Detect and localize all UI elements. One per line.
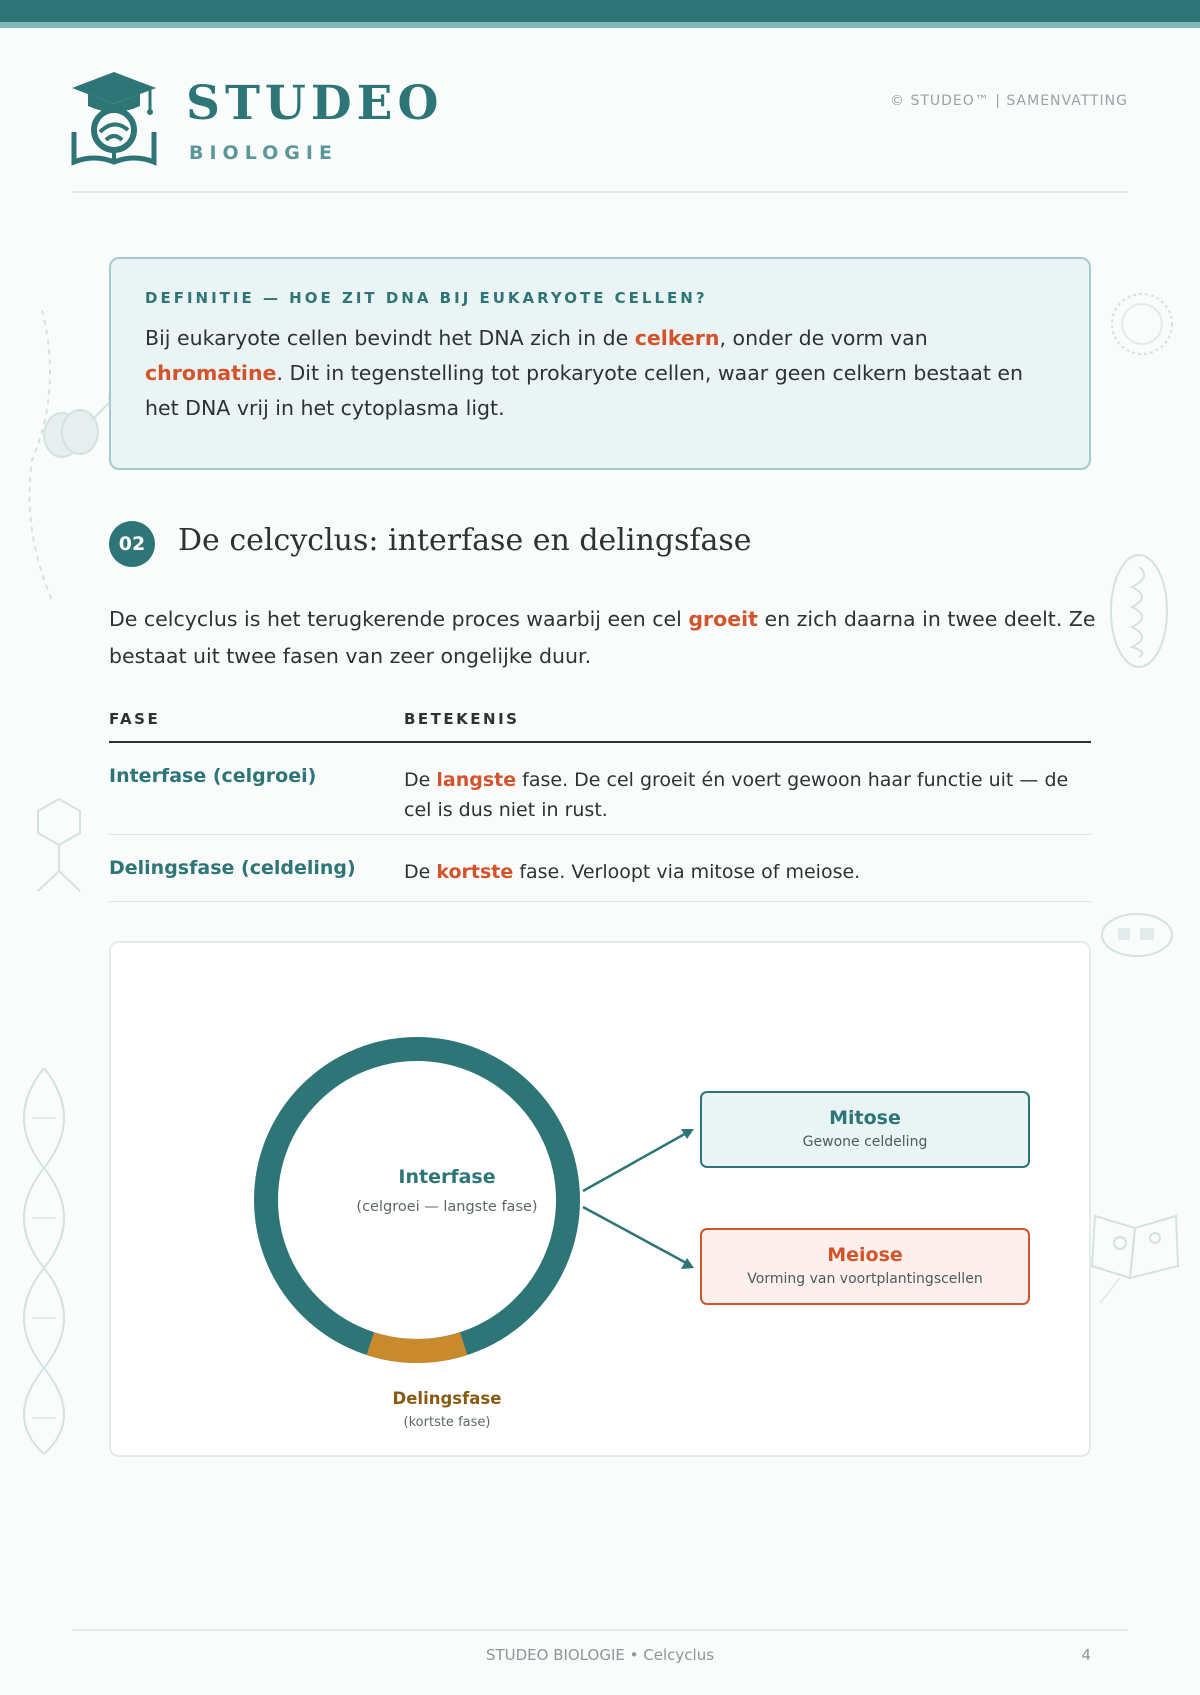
meaning-text-part: fase. De cel groeit én voert gewoon haar functie uit — de cel is dus niet in rust. <box>404 769 1069 821</box>
definition-title: DEFINITIE — HOE ZIT DNA BIJ EUKARYOTE CELLEN? <box>145 289 708 307</box>
brand-name: STUDEO <box>186 76 444 131</box>
meiose-box <box>700 1228 1030 1305</box>
arrow-to-mitose <box>583 1131 690 1191</box>
delingsfase-sublabel: (kortste fase) <box>403 1415 491 1430</box>
definition-text <box>145 321 1055 426</box>
definition-text-part: Bij eukaryote cellen bevindt het DNA zich in de <box>145 326 635 350</box>
highlight-kortste: kortste <box>436 861 514 883</box>
mitose-box <box>700 1091 1030 1168</box>
column-header-fase: FASE <box>109 710 161 728</box>
top-band <box>0 0 1200 22</box>
footer-text <box>0 1646 1200 1664</box>
phase-table <box>109 697 1091 902</box>
dna-helix-icon <box>14 1068 74 1454</box>
section-title: De celcyclus: interfase en delingsfase <box>178 523 752 558</box>
intro-text-part: De celcyclus is het terugkerende proces waarbij een cel <box>109 607 689 631</box>
cell-sketch-icon <box>22 310 112 610</box>
copyright-notice: © STUDEO™ | SAMENVATTING <box>890 93 1128 109</box>
interfase-label: Interfase <box>398 1166 496 1188</box>
graduation-cap-book-icon <box>70 70 158 168</box>
header-divider <box>72 191 1128 193</box>
cell-circle-icon <box>1110 292 1174 356</box>
arrowhead-meiose <box>681 1258 694 1269</box>
meaning-text-part: De <box>404 769 437 791</box>
mitose-title: Mitose <box>829 1107 901 1129</box>
organelle-oval-icon <box>1100 912 1174 958</box>
mitochondrion-icon <box>1108 552 1170 670</box>
table-row <box>109 743 1091 835</box>
phase-meaning <box>404 857 1091 887</box>
highlight-langste: langste <box>436 769 517 791</box>
footer-divider <box>72 1629 1128 1631</box>
intro-text-part: en zich daarna in twee deelt. Ze bestaat uit twee fasen van zeer ongelijke duur. <box>109 607 1096 668</box>
definition-text-part: . Dit in tegenstelling tot prokaryote cellen, waar geen celkern bestaat en het DNA vrij in het cytoplasma ligt. <box>145 361 1023 420</box>
meiose-subtitle: Vorming van voortplantingscellen <box>747 1271 983 1287</box>
footer-brand: STUDEO BIOLOGIE <box>485 1646 625 1664</box>
bacteriophage-icon <box>34 797 84 893</box>
plant-cell-icon <box>1090 1208 1180 1308</box>
intro-paragraph <box>109 601 1109 675</box>
meaning-text-part: De <box>404 861 437 883</box>
arrow-to-meiose <box>583 1207 690 1265</box>
cell-cycle-diagram <box>109 941 1091 1457</box>
delingsfase-arc <box>370 1344 463 1351</box>
highlight-chromatine: chromatine <box>145 361 277 385</box>
meiose-title: Meiose <box>827 1244 903 1266</box>
table-header <box>109 697 1091 743</box>
highlight-groeit: groeit <box>688 607 758 631</box>
footer-separator: • <box>624 1646 644 1664</box>
delingsfase-label: Delingsfase <box>392 1389 502 1408</box>
mitose-subtitle: Gewone celdeling <box>802 1134 928 1150</box>
highlight-celkern: celkern <box>634 326 720 350</box>
meaning-text-part: fase. Verloopt via mitose of meiose. <box>513 861 861 883</box>
definition-box <box>109 257 1091 470</box>
phase-name: Delingsfase (celdeling) <box>109 857 356 879</box>
brand-subtitle: BIOLOGIE <box>189 142 338 164</box>
table-row <box>109 835 1091 902</box>
page-number: 4 <box>1081 1646 1091 1664</box>
interfase-sublabel: (celgroei — langste fase) <box>356 1199 538 1215</box>
top-band-accent <box>0 22 1200 28</box>
definition-text-part: , onder de vorm van <box>719 326 928 350</box>
column-header-betekenis: BETEKENIS <box>404 710 520 728</box>
section-number-badge: 02 <box>109 521 155 567</box>
cell-cycle-svg <box>111 943 1093 1459</box>
footer-topic: Celcyclus <box>643 1646 715 1664</box>
phase-meaning <box>404 765 1091 825</box>
phase-name: Interfase (celgroei) <box>109 765 317 787</box>
